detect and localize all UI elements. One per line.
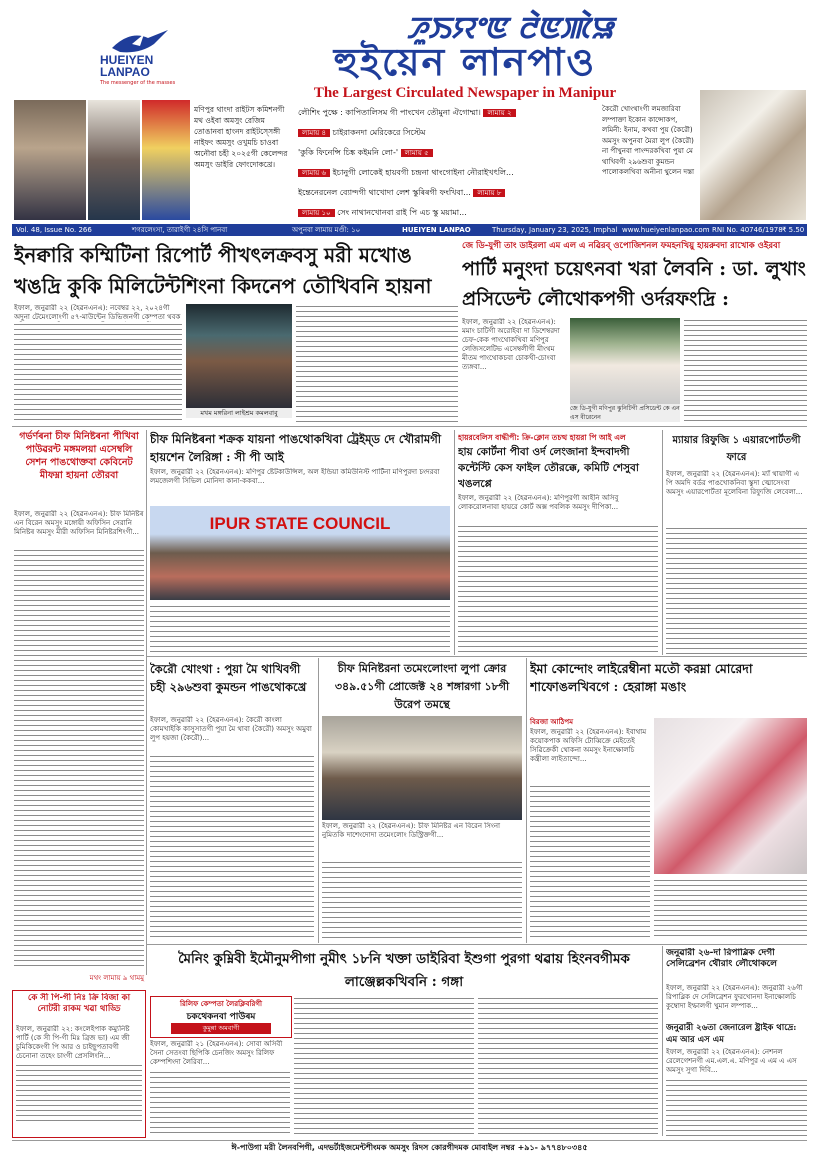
index-page-3[interactable]: লামায় ৫ <box>401 149 433 157</box>
index-line-1[interactable]: লৌশিং পুক্ষে : কাপিতালিসম গী পাংখেন তৌমুনা ঐগোম্মা। <box>298 108 481 117</box>
cm-offer-lines <box>322 860 522 940</box>
cp-lines <box>16 1063 142 1123</box>
cpi-photo <box>150 506 450 600</box>
index-page-6[interactable]: লামায় ১০ <box>298 209 335 217</box>
relief-box-title: চকথেকনবা পাউৰম <box>186 1012 256 1022</box>
index-page-2[interactable]: লামায় ৪ <box>298 129 330 137</box>
ear-left-photo-2 <box>88 100 140 220</box>
lead-body-lines <box>14 322 182 422</box>
myanmar-headline[interactable]: ম্যায়ার রিফুজি ১ এয়ারপোর্টতগী ফারে <box>672 435 801 463</box>
cp-body: ইফাল, জনুৱারী ২২: কংলেইপাক কম্যুনিষ্ট পার্টি (কে সী পি-গী মিঃ ব্রিজ ভা) এম জী চুমিকিকেংগী পি আর ও চাইছুপতাবগী চেনোনা তহেং চাংগী প্রেসলিংনি... <box>16 1025 130 1060</box>
index-line-6[interactable]: সেং নাথানখোনবা রাই পি এচ স্কু ময়ামা... <box>337 208 467 217</box>
lead-body-lines-2 <box>296 304 458 422</box>
masthead <box>0 0 819 108</box>
mainlaing-lines-2 <box>294 996 474 1136</box>
mainlaing-body: ইফাল, জনুৱারী ২১ (হৈৱনএনএ): সোবা অসিবী সৈনা সেতংবা ছিপিকি চেনজিং অমসুং রিলিফ কেম্পশিংদা লৈরিবা... <box>150 1040 283 1066</box>
goodbye-body: ইফাল, জনুৱারী ২২ (হৈৱনএনএ): নেশনল রেলেগেশনগী এম.এল.এ. মণিপুর এ এম এ এস অমসুং সুগা দিবি... <box>666 1048 797 1074</box>
strip-vol: Vol. 48, Issue No. 266 <box>16 226 92 234</box>
col-a-lines <box>14 548 144 970</box>
cm-offer-headline[interactable]: চীফ মিনিষ্টরনা তমেংলোংদা লুপা ক্রোর ৩৪৯.৫১গী প্রোজেক্ট ২৪ শঙ্গারগা ১৮গী উরেপ তমন্থে <box>334 662 510 711</box>
right-lead-body: ইফাল, জনুৱারী ২২ (হৈৱনএনএ): মমাং চাটিগী অরোইবা দা ডিশেম্বরদা চেফ-কেক পাংথোকখিবা মণিপুর লেজিসলেটিভ এসেম্বলীগী মীংথম মীতম পাংথোকচবা চোকখী-চোংবা ত্যঙ্গবা... <box>462 318 560 371</box>
cm-offer-body: ইফাল, জনুৱারী ২২ (হৈৱনএনএ): চীফ মিনিষ্টর এন বিরেন সিংনা নুমিতকি দাশেংদোদা তমেংলোং ডিস্ট্রিক্তগী... <box>322 822 501 839</box>
corruption-headline[interactable]: হায় কোর্টনা পীবা ওর্দ লেংজানা ইন্দবাদগী কন্টেস্টি কেস ফাইল তৌরক্কে, কমিটি শেসুবা খঙলপ্পে <box>458 446 639 490</box>
lead-photo <box>186 304 292 408</box>
relief-box-kicker: রিলিফ কেম্পতা লৈরক্লিবরিগী <box>180 1000 262 1008</box>
mainlaing-lines-3 <box>478 996 658 1136</box>
right-lead-photo-caption: জে ডি-যুগী মণিপুর ঝুনিটিগী প্রসিডেন্ট কে এন এস বীরেনেন <box>570 405 680 421</box>
index-page-5[interactable]: লামায় ৮ <box>473 189 505 197</box>
corruption-body: ইফাল, জনুৱারী ২২ (হৈৱনএনএ): মণিপুরগী আইনি অসিবু লোকরোলনাবা হায়রে কোর্ট অক্স পবলিক অমসুং দীপিকা... <box>458 494 619 511</box>
myanmar-lines <box>666 526 807 654</box>
cpi-body: ইফাল, জনুৱারী ২২ (হৈৱনএনএ): মণিপুর ষ্টেটকাউন্সিল, অল ইন্ডিয়া কমিউনিস্ট পার্টিনা মণিপুরদা চংদরবা লমজেলগী সিভিল মোনিদা কানা-ককবা... <box>150 468 440 485</box>
myanmar-body: ইফাল, জনুৱারী ২২ (হৈৱনএনএ): ম্যাঁ থায়াগী এ পি অমদি বর্ডর পাঙখোকনিবা স্কুদা ত্মোসেংবা অমসুং এয়ারপোর্টতা মূলেবিনা রিফ্যুজি লেবেলা... <box>666 470 803 496</box>
ear-right-photo <box>700 90 806 220</box>
goodbye-lines <box>666 1078 807 1136</box>
jd-body: ইফাল, জনুৱারী ২২ (হৈৱনএনএ): জনুৱারী ২৬গী রিপাব্লিক দে সেলিব্রেশন ফুরখোনদা ইনাক্ষোলচি কুম্বোদা ইম্ফালগী খুমান লম্পাক... <box>666 984 803 1010</box>
script-title: ꯍꯨꯏꯌꯦꯟ ꯂꯥꯟꯄꯥꯎ <box>406 11 614 46</box>
corruption-lines <box>458 524 658 654</box>
logo <box>100 28 190 88</box>
index-line-3[interactable]: 'কুকি ফিনেন্সি চিঙ্ক কইমনি লো-' <box>298 148 399 157</box>
date-strip <box>12 224 807 236</box>
right-lead-kicker: জে ডি-যুগী তাং ডাইরলা এম এল এ নৱিরব্ ওপোজিশনল ফমহনখিয়ু হায়রুবদা রাখোক ওইরবা <box>462 241 781 251</box>
logo-text: HUEIYEN LANPAO <box>100 53 154 79</box>
ima-lines <box>530 784 650 940</box>
cp-headline[interactable]: কে সী পি-গী নিঃ ক্রি বিজা কা নোটরী রাকম খৱা থাড্ডি <box>27 993 131 1014</box>
logo-tagline: The messenger of the masses <box>100 80 176 86</box>
jd-headline[interactable]: জনুৱারী ২৬-দা রিপাব্লিক দেগী সেলিব্রেশন থৌরাং লৌথোকলে <box>666 948 777 969</box>
index-page-4[interactable]: লামায় ৬ <box>298 169 330 177</box>
calendar-image <box>142 100 190 220</box>
cpi-lines <box>150 604 450 654</box>
col-a-continued[interactable]: মথং লামায় ৯ থামমু <box>89 974 144 982</box>
ima-lines-2 <box>654 878 807 940</box>
ima-photo <box>654 718 807 874</box>
strip-price: ₹ 5.50 <box>782 226 805 234</box>
right-lead-lines <box>684 318 807 422</box>
lead-photo-caption: মখম মঙ্গরিনা লাইশ্রম কমলবাবু <box>186 408 292 418</box>
kairou-lines <box>150 754 314 940</box>
col-a-body: ইফাল, জনুৱারী ২২ (হৈৱনএনএ): চীফ মিনিষ্টৰ এন বিরেন অমসুং মঙ্গোয়ী অফিসিন সেরানি মিনিষ্টৰ অমসুং মীরী অফিসিন মিনিষ্টরশিংগী... <box>14 510 144 536</box>
subtitle: The Largest Circulated Newspaper in Manipur <box>313 85 617 101</box>
index-line-2[interactable]: চাইরাকনদা মেরিকেরে সিস্টেম <box>332 128 426 137</box>
cm-offer-photo <box>322 716 522 820</box>
dove-logo-icon <box>110 28 170 56</box>
mainlaing-lines <box>150 1070 290 1136</box>
relief-box <box>150 996 292 1038</box>
right-lead-headline[interactable]: পার্টি মনুংদা চয়েৎনবা খরা লৈবনি : ডা. লুখাং প্রসিডেন্ট লৌথোকপগী ওর্দরফংদ্রি : <box>462 258 806 310</box>
col-a-headline[interactable]: গৰ্ভৰ্ণৰনা চীফ মিনিষ্টৰনা পীখিবা পাউৱরন্ট মঙ্গমলয়া এসেম্বলি সেশন পাঙথোক্তবা কেবিনেট মীফম্না হায়না তৌরবা <box>19 431 139 481</box>
relief-box-sub: কুমুন্না অমবাগী <box>171 1023 271 1034</box>
goodbye-headline[interactable]: জনুৱারী ২৬তা জেনারেল ষ্ট্রাইক থাদ্রে: এম আর এস এম <box>666 1023 797 1045</box>
ear-left-photo <box>14 100 86 220</box>
ima-body: ইফাল, জনুৱারী ২২ (হৈৱনএনএ): ইবাথাম কয়োকপাক অফিসি টোব্বিক্রে মেইতেই সিৱিক্রেকী থোকনা অমসুং ইনাক্ষোলচি কন্ত্রীলা লাইতান্দো... <box>530 728 647 763</box>
ear-right-text: কৈরৌ খোংথাংগী লমজারিবা লম্পাক্তা ইকোন কান্সোকপ, লমিনী: ইনাম, কখবা পুয় (কৈরৌ) অমসুং অপুনবা মৈরা লুপ (কৈরৌ) না পীখুনবা পাংন্দরকখিবা পুয়া মে থাখিবগী ২৯৬শুবা কুমন্ডন পালোকলখিবা অনীনা থুলেন দস্তা <box>602 105 695 176</box>
corruption-kicker: হায়রবেলিস বাদ্ধীপী: ক্রি-ক্লোন তচত্থ হায়রা পি আই এল <box>458 433 626 442</box>
ima-headline[interactable]: ইমা কোন্দোং লাইরেম্বীনা মতৌ করম্না মোরেদা শাফোঙলখিবগে : হেরাঙ্গা মঙাং <box>530 661 753 694</box>
lead-body: ইফাল, জনুৱারী ২২ (হৈৱনএনএ): নবেম্বর ২২, ২০২৪গী অদুনা টেমেংলোংগী ৫৭-মাউন্টেন ডিভিজনগী কেম্পতা থবক <box>14 304 181 321</box>
bengali-title: হুইয়েন লানপাও <box>333 40 597 84</box>
banner-text: IPUR STATE COUNCIL <box>209 514 391 533</box>
index-page-1[interactable]: লামায় ২ <box>483 109 515 117</box>
strip-rni: RNI No. 40746/1978 <box>712 226 783 234</box>
right-lead-photo <box>570 318 680 404</box>
kairou-body: ইফাল, জনুৱারী ২২ (হৈৱনএনএ): কৈরৌ কাংলা কোমখাইকি কাসুসাতগী পুয়া মৈ থাবা (কৈরৌ) অমসুং অমুবা লুপ হয়জা (কৈরৌ)... <box>150 716 312 742</box>
index-line-5[interactable]: ইন্তেনেরনেল ব্যোন্দগী থাখোদা লেশ স্কুৰিৰগী ফংখিবা... <box>298 188 471 197</box>
index-box <box>298 104 598 222</box>
footer: ঈ-পাউগা মরী লৈনবপিগী, এদভর্টাইজমেন্টশীংমক অমসুং রিদস কোরগীদমক মোবাইল নম্বর +৯১- ৯৭৭৪৮০৩৪৫ <box>12 1140 807 1155</box>
lead-headline[interactable]: ইনক্বারি কম্মিটিনা রিপোর্ট পীখৎলক্ৰবসু মরী মখোঙ খঙদ্রি কুকি মিলিটেন্টশিংনা কিদনেপ তৌখিবনি হায়না <box>14 243 432 298</box>
cpi-headline[interactable]: চীফ মিনিষ্টৰনা শক্ৰক যায়না পাঙথোকখিবা ট্রেইম্ড দে খৌরামগী হায়শেন লৈরিঙ্গা : সী পী আই <box>150 432 442 464</box>
strip-date: Thursday, January 23, 2025, Imphal <box>492 226 618 234</box>
strip-pages: অপুনবা লামায় মণ্ডী: ১০ <box>292 226 361 234</box>
kairou-headline[interactable]: কৈরৌ খোংথা : পুয়া মৈ থাখিবগী চহী ২৯৬শুবা কুমন্ডন পাঙথোকখ্রে <box>150 662 307 694</box>
ear-left-text: মণিপুর থাংদা রাইটস কমিশনগী মথ ওইবা অমসুং রেজিম তোঙানবা হাংনদ রাইটস্সেঙ্গী নাইফং অমসুং ওখুমচি চাওবা অনৌবা চহী ২০২৫গী কেলেন্দর অমসুং ডাইরি ফোংদোকখ্রে। <box>194 105 288 169</box>
strip-web[interactable]: www.hueiyenlanpao.com <box>622 226 710 234</box>
strip-name: HUEIYEN LANPAO <box>402 226 471 234</box>
ima-kicker: বিরজা আঠিপম <box>530 718 574 726</box>
cp-box <box>12 990 146 1138</box>
strip-reg: শগরলেংসা, তারাইগী ২৪সি পানবা <box>132 226 228 234</box>
index-line-4[interactable]: ইচানুগী লোকেই হায়বগী চন্দ্রনা থাংগোইনা নৌরাইখৎলি... <box>332 168 514 177</box>
mainlaing-headline[interactable]: মৈনিং কুম্নিবী ইমৌনুমপীগা নুমীৎ ১৮নি খক্তা ডাইরিবা ইশুগা পুরগা থৱায় হিংনবগীমক লাঞ্জেল্লকখিবনি : গঙ্গা <box>178 951 630 990</box>
